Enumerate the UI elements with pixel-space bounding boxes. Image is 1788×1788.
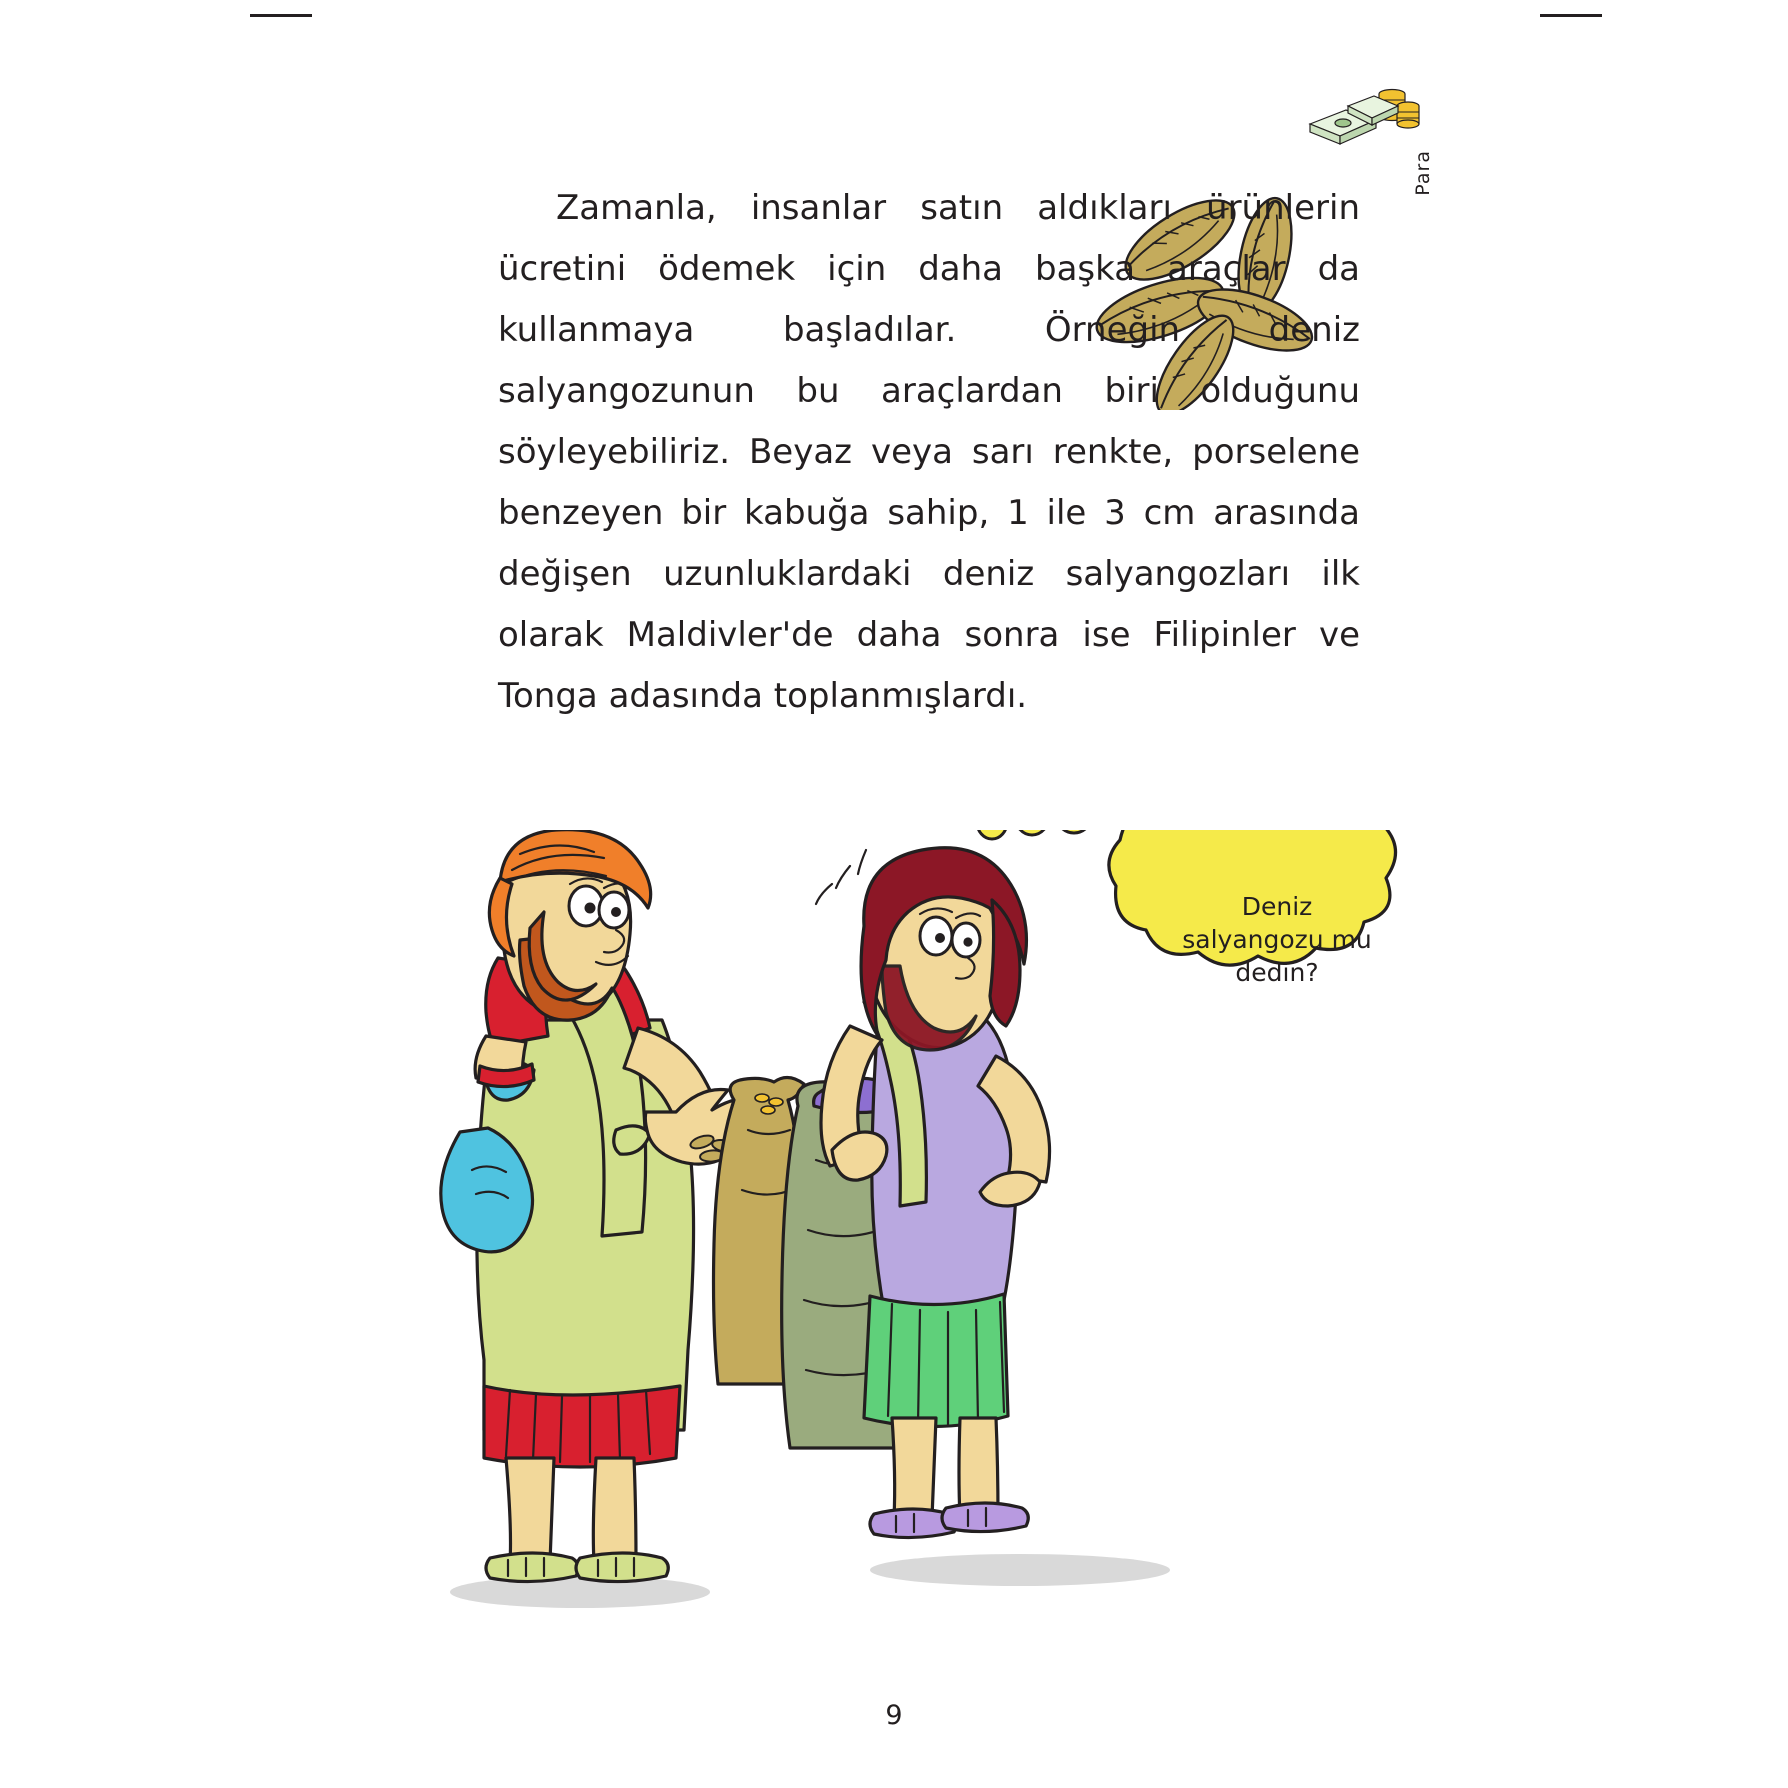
shadow-woman [870, 1554, 1170, 1586]
crop-mark-left [250, 14, 312, 17]
margin-label-para: Para [1412, 150, 1434, 196]
shadow-man [450, 1576, 710, 1608]
page-body-text [498, 178, 1360, 727]
speech-bubble-text: Deniz salyangozu mu dedin? [1182, 892, 1372, 987]
money-stack-icon [1300, 80, 1420, 152]
crop-mark-right [1540, 14, 1602, 17]
paragraph-content: Zamanla, insanlar satın aldıkları ürünlerin ücretini ödemek için daha başka araçlar da kullanmaya başladılar. Örneğin deniz salyangozunun bu araçlardan biri olduğunu söyleyebiliriz. Beyaz veya sarı renkte, porselene benzeyen bir kabuğa sahip, 1 ile 3 cm arasında değişen uzunluklardaki deniz salyangozları ilk olarak Maldivler'de daha sonra ise Filipinler ve Tonga adasında toplanmışlardı. [498, 188, 1360, 716]
page-number: 9 [885, 1700, 903, 1731]
